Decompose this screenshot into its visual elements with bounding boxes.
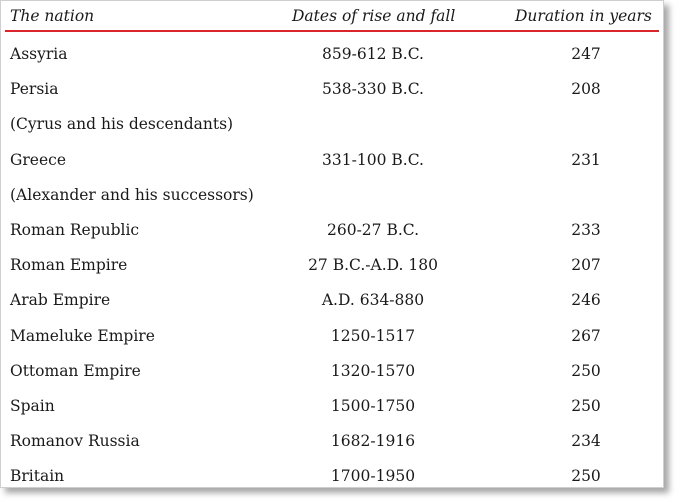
table-row [1,45,664,80]
table-row [1,397,664,432]
dates-cell: 27 B.C.-A.D. 180 [308,256,438,275]
nation-cell: Roman Republic [10,221,140,239]
duration-cell: 267 [571,326,601,345]
nation-cell: Romanov Russia [10,432,140,451]
duration-cell: 246 [571,291,601,310]
table-row [1,115,664,150]
nation-cell: Roman Empire [10,256,128,275]
dates-cell: 331-100 B.C. [322,150,424,169]
duration-cell: 250 [571,397,601,415]
nation-cell: Mameluke Empire [10,326,155,345]
dates-cell: A.D. 634-880 [321,291,425,310]
dates-cell: 1682-1916 [330,432,416,451]
duration-cell: 234 [571,432,601,451]
dates-cell: 1250-1517 [330,326,416,345]
nation-cell: Ottoman Empire [10,361,141,380]
table-row [1,327,664,362]
dates-cell: 260-27 B.C. [326,221,420,239]
table-row [1,80,664,115]
header-duration: Duration in years [515,7,652,25]
header-dates: Dates of rise and fall [292,7,456,25]
dates-cell: 1500-1750 [330,397,416,415]
dates-cell: 859-612 B.C. [322,45,424,63]
duration-cell: 208 [571,80,601,99]
nation-cell: (Alexander and his successors) [10,185,254,204]
duration-cell: 231 [571,150,601,169]
nation-cell: (Cyrus and his descendants) [10,115,234,134]
nation-cell: Spain [10,397,55,415]
table-row [1,362,664,397]
table-row [1,186,664,221]
duration-cell: 247 [571,45,601,63]
nation-cell: Britain [10,467,65,486]
table-row [1,291,664,326]
header-divider [5,30,659,32]
dates-cell: 538-330 B.C. [322,80,424,99]
table-row [1,467,664,488]
nation-cell: Persia [10,80,59,99]
nation-cell: Arab Empire [10,291,111,310]
table-row [1,221,664,256]
table-row [1,432,664,467]
table-row [1,256,664,291]
duration-cell: 250 [571,467,601,486]
dates-cell: 1320-1570 [330,361,416,380]
nation-cell: Greece [10,150,66,169]
table-row [1,151,664,186]
duration-cell: 233 [571,221,601,239]
nation-cell: Assyria [10,45,68,63]
duration-cell: 250 [571,361,601,380]
table-header [1,1,664,33]
duration-cell: 207 [571,256,601,275]
header-nation: The nation [10,7,95,25]
dates-cell: 1700-1950 [330,467,416,486]
